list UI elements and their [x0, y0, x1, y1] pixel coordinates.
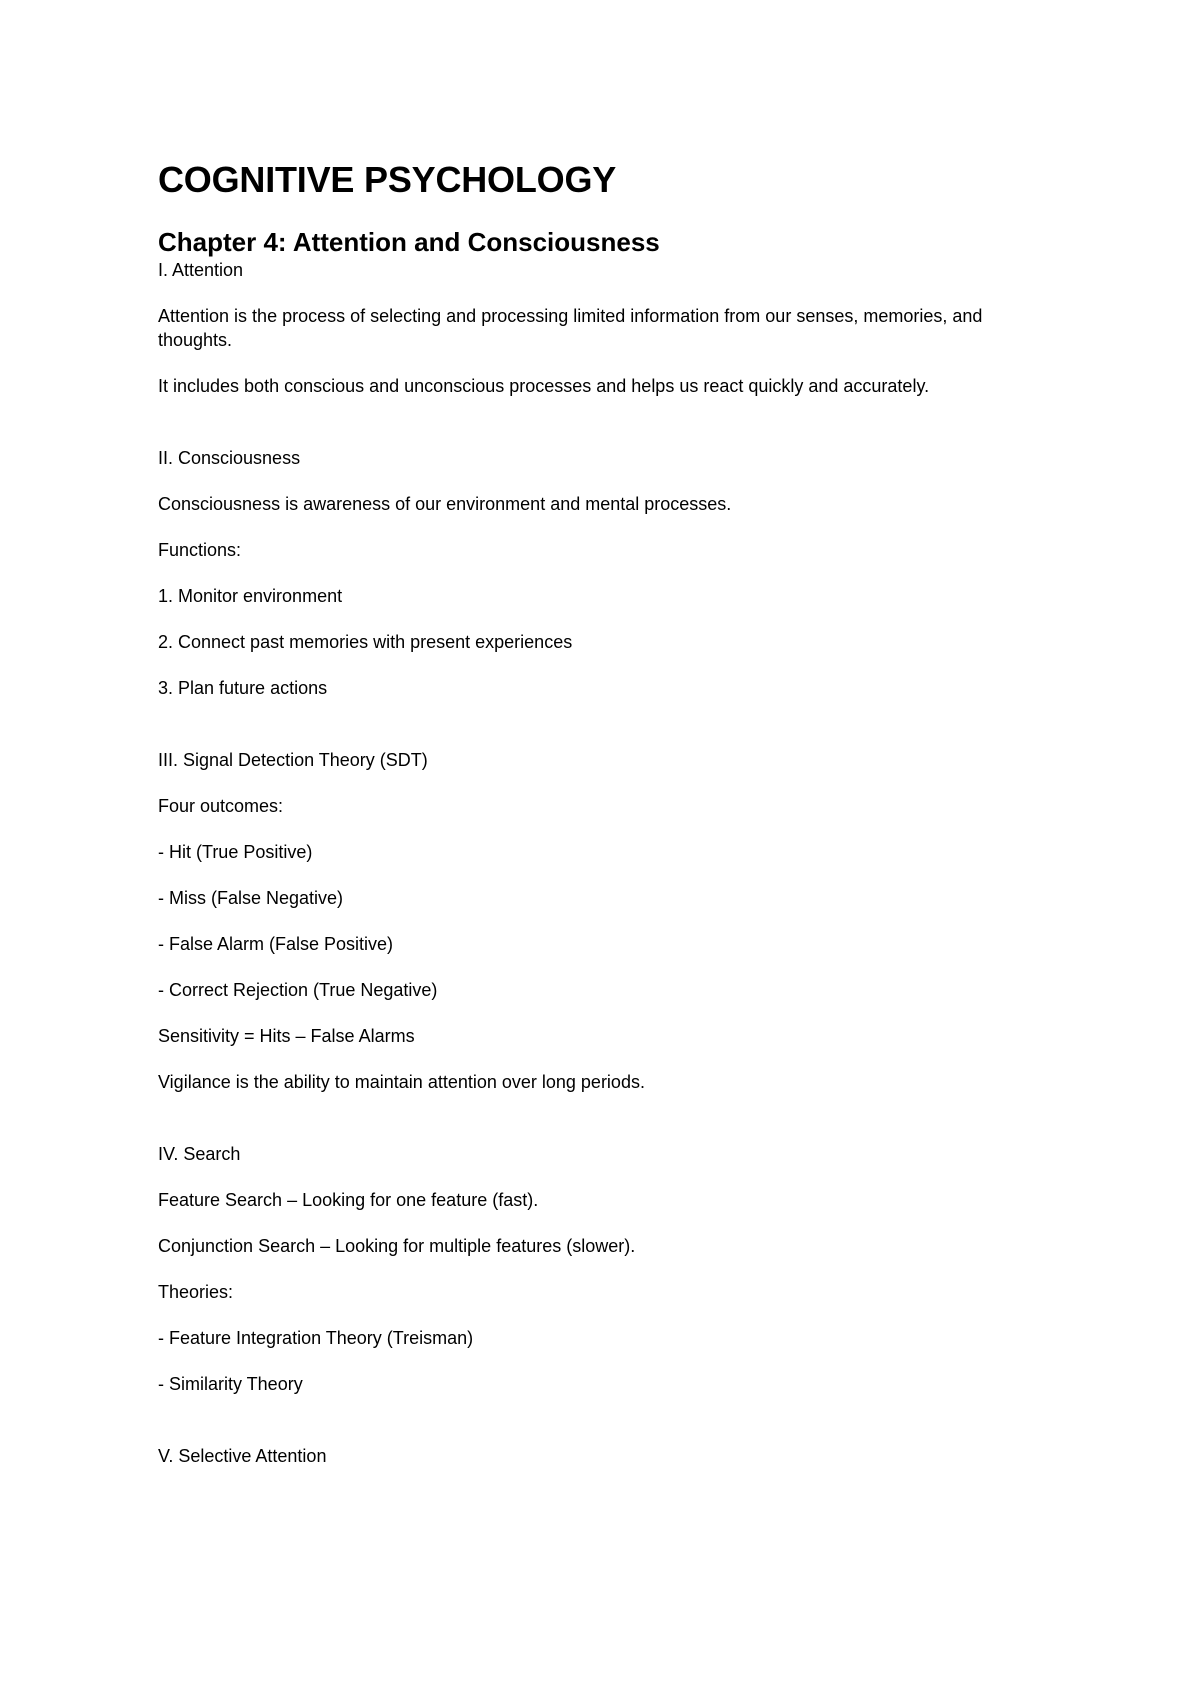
section-heading: III. Signal Detection Theory (SDT) — [158, 750, 428, 770]
section-line: - Similarity Theory — [158, 1374, 303, 1394]
section-line: 1. Monitor environment — [158, 586, 343, 606]
section-heading: I. Attention — [158, 260, 244, 280]
section-line: - Miss (False Negative) — [158, 888, 344, 908]
section-line: - Feature Integration Theory (Treisman) — [158, 1328, 474, 1348]
section-line: Functions: — [158, 540, 242, 560]
section-line: Conjunction Search – Looking for multiple features (slower). — [158, 1236, 636, 1256]
section-line: - Correct Rejection (True Negative) — [158, 980, 438, 1000]
section-line: It includes both conscious and unconscious processes and helps us react quickly and accurately. — [158, 376, 930, 396]
section-line: Attention is the process of selecting and processing limited information from our senses, memories, and thoughts. — [158, 306, 983, 350]
section — [158, 1142, 1058, 1396]
section-heading: IV. Search — [158, 1144, 241, 1164]
section — [158, 446, 1058, 700]
section-line: Vigilance is the ability to maintain attention over long periods. — [158, 1072, 645, 1092]
document-title: COGNITIVE PSYCHOLOGY — [158, 159, 617, 200]
section-heading: V. Selective Attention — [158, 1446, 327, 1466]
section-line: Four outcomes: — [158, 796, 284, 816]
section — [158, 1444, 1058, 1468]
section-line: Sensitivity = Hits – False Alarms — [158, 1026, 415, 1046]
section-line: - False Alarm (False Positive) — [158, 934, 394, 954]
section-line: - Hit (True Positive) — [158, 842, 313, 862]
section — [158, 258, 1058, 398]
section-heading: II. Consciousness — [158, 448, 301, 468]
sections-container — [158, 258, 1058, 1468]
chapter-title: Chapter 4: Attention and Consciousness — [158, 227, 660, 257]
section-line: Feature Search – Looking for one feature (fast). — [158, 1190, 539, 1210]
section-line: Theories: — [158, 1282, 234, 1302]
section-line: Consciousness is awareness of our environment and mental processes. — [158, 494, 732, 514]
section — [158, 748, 1058, 1094]
section-line: 3. Plan future actions — [158, 678, 328, 698]
section-line: 2. Connect past memories with present experiences — [158, 632, 573, 652]
document-content — [158, 158, 1058, 1468]
